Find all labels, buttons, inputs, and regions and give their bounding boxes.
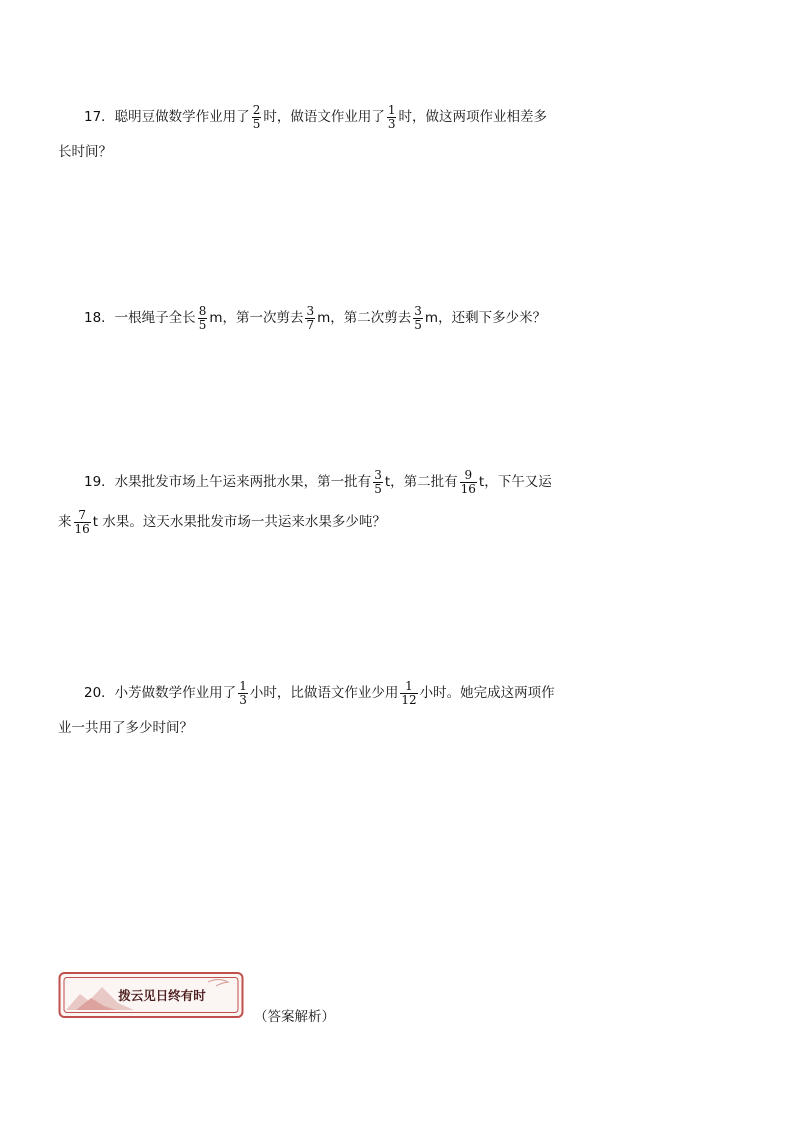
q17-f1-numerator: 2 (252, 103, 261, 117)
q20-fraction-1 (238, 680, 248, 706)
q18-f2-denominator: 7 (306, 317, 315, 332)
q18-f3-denominator: 5 (414, 317, 422, 332)
q19-line2-b: t 水果。这天水果批发市场一共运来水果多少吨？ (92, 513, 386, 530)
q19-f3-numerator: 7 (78, 508, 86, 523)
q19-f2-denominator: 16 (460, 481, 476, 496)
q19-unit-2: t，下午又运 (478, 473, 552, 490)
q20-f1-denominator: 3 (239, 692, 247, 707)
q20-f2-denominator: 12 (401, 692, 417, 707)
q19-line2-a: 来 (58, 513, 72, 530)
q17-text-b: 时，做语文作业用了 (263, 108, 385, 125)
question-20 (58, 680, 573, 737)
q19-fraction-1 (373, 469, 383, 495)
section-badge (58, 970, 244, 1020)
q19-f1-numerator: 3 (374, 468, 382, 482)
q17-fraction-2 (387, 104, 397, 130)
q20-text-a: 20．小芳做数学作业用了 (84, 684, 237, 701)
q19-fraction-3 (74, 509, 91, 535)
badge-text: 拨云见日终有时 (118, 988, 206, 1003)
question-19-line-2 (58, 509, 573, 535)
q20-text-b: 小时，比做语文作业少用 (249, 684, 399, 701)
q18-fraction-2 (305, 305, 315, 331)
q20-f2-numerator: 1 (405, 679, 413, 693)
question-20-line-2: 业一共用了多少时间？ (58, 720, 193, 737)
q17-f2-numerator: 1 (387, 103, 396, 117)
q18-f1-denominator: 5 (198, 317, 207, 332)
q18-f1-numerator: 8 (198, 304, 207, 318)
q18-text-a: 18．一根绳子全长 (84, 309, 196, 326)
q19-f3-denominator: 16 (74, 521, 90, 536)
question-20-line-1 (58, 680, 573, 706)
q18-fraction-1 (198, 305, 208, 331)
q19-fraction-2 (460, 469, 477, 495)
q20-text-c: 小时。她完成这两项作 (419, 684, 555, 701)
q18-f3-numerator: 3 (414, 304, 422, 318)
question-17-line-1 (58, 104, 573, 130)
q19-f1-denominator: 5 (374, 481, 382, 496)
question-18-line-1 (58, 305, 573, 331)
q18-unit-1: m，第一次剪去 (209, 309, 304, 326)
question-17 (58, 104, 573, 161)
question-19-line-1 (58, 469, 573, 495)
q17-f2-denominator: 3 (387, 116, 396, 131)
q20-fraction-2 (400, 680, 417, 706)
q19-unit-1: t，第二批有 (384, 473, 458, 490)
q19-f2-numerator: 9 (464, 468, 473, 482)
q17-text-a: 17．聪明豆做数学作业用了 (84, 108, 250, 125)
q18-unit-3: m，还剩下多少米？ (424, 309, 547, 326)
q17-text-c: 时，做这两项作业相差多 (398, 108, 547, 125)
question-19 (58, 469, 573, 535)
question-18 (58, 305, 573, 331)
q17-fraction-1 (252, 104, 262, 130)
q18-unit-2: m，第二次剪去 (317, 309, 412, 326)
q19-text-a: 19．水果批发市场上午运来两批水果，第一批有 (84, 473, 372, 490)
q18-fraction-3 (413, 305, 423, 331)
q17-f1-denominator: 5 (252, 116, 261, 131)
q18-f2-numerator: 3 (306, 304, 315, 318)
question-17-line-2: 长时间？ (58, 144, 112, 161)
answer-note: （答案解析） (254, 1009, 335, 1025)
q20-f1-numerator: 1 (239, 679, 247, 693)
